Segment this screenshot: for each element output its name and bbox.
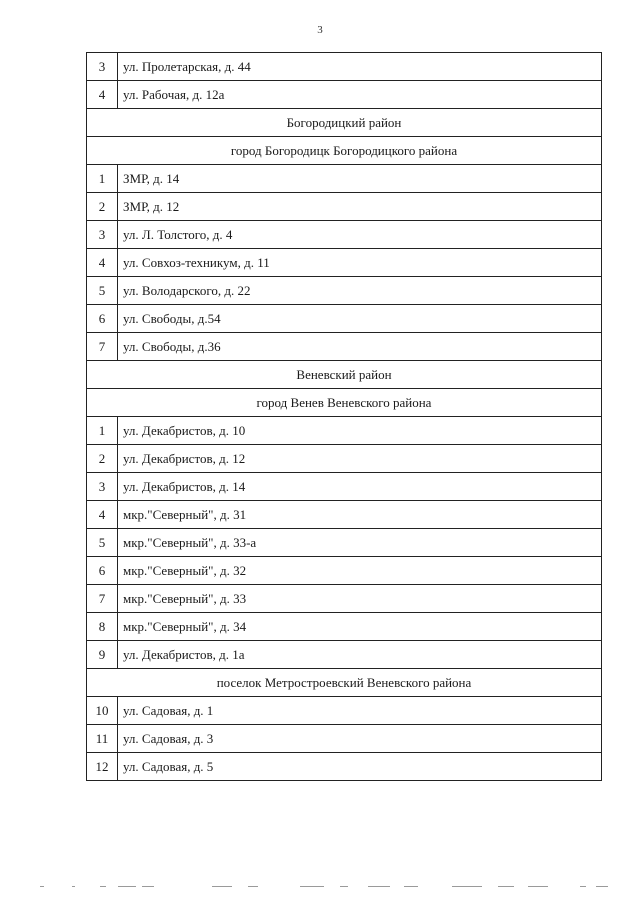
table-row (87, 473, 602, 501)
address-cell: ЗМР, д. 14 (118, 165, 602, 193)
row-number: 8 (87, 613, 118, 641)
row-number: 6 (87, 557, 118, 585)
section-header-row (87, 669, 602, 697)
table-row (87, 613, 602, 641)
row-number: 12 (87, 753, 118, 781)
address-cell: ул. Володарского, д. 22 (118, 277, 602, 305)
table-row (87, 557, 602, 585)
table-row (87, 193, 602, 221)
row-number: 7 (87, 333, 118, 361)
address-cell: ул. Садовая, д. 3 (118, 725, 602, 753)
address-cell: ул. Совхоз-техникум, д. 11 (118, 249, 602, 277)
address-cell: мкр."Северный", д. 34 (118, 613, 602, 641)
address-cell: ул. Пролетарская, д. 44 (118, 53, 602, 81)
table-row (87, 585, 602, 613)
table-row (87, 529, 602, 557)
row-number: 10 (87, 697, 118, 725)
table-row (87, 753, 602, 781)
address-cell: мкр."Северный", д. 33-а (118, 529, 602, 557)
address-cell: ул. Рабочая, д. 12а (118, 81, 602, 109)
table-row (87, 333, 602, 361)
address-cell: ул. Декабристов, д. 12 (118, 445, 602, 473)
address-cell: ул. Садовая, д. 5 (118, 753, 602, 781)
table-row (87, 81, 602, 109)
section-header-row (87, 109, 602, 137)
table-row (87, 277, 602, 305)
table-row (87, 445, 602, 473)
section-header-text: Веневский район (87, 361, 602, 389)
table-row (87, 501, 602, 529)
table-row (87, 249, 602, 277)
row-number: 3 (87, 53, 118, 81)
row-number: 1 (87, 417, 118, 445)
row-number: 4 (87, 81, 118, 109)
address-cell: ул. Свободы, д.36 (118, 333, 602, 361)
address-cell: ул. Свободы, д.54 (118, 305, 602, 333)
row-number: 4 (87, 501, 118, 529)
table-row (87, 417, 602, 445)
address-cell: мкр."Северный", д. 33 (118, 585, 602, 613)
table-row (87, 221, 602, 249)
section-header-text: город Богородицк Богородицкого района (87, 137, 602, 165)
table-row (87, 53, 602, 81)
section-header-text: город Венев Веневского района (87, 389, 602, 417)
row-number: 7 (87, 585, 118, 613)
address-cell: ЗМР, д. 12 (118, 193, 602, 221)
table-row (87, 165, 602, 193)
address-table (86, 52, 602, 781)
row-number: 6 (87, 305, 118, 333)
address-cell: ул. Л. Толстого, д. 4 (118, 221, 602, 249)
row-number: 1 (87, 165, 118, 193)
address-cell: ул. Садовая, д. 1 (118, 697, 602, 725)
address-cell: мкр."Северный", д. 31 (118, 501, 602, 529)
row-number: 5 (87, 277, 118, 305)
address-cell: ул. Декабристов, д. 1а (118, 641, 602, 669)
section-header-row (87, 389, 602, 417)
section-header-row (87, 137, 602, 165)
address-cell: ул. Декабристов, д. 14 (118, 473, 602, 501)
section-header-text: поселок Метростроевский Веневского района (87, 669, 602, 697)
table-row (87, 697, 602, 725)
row-number: 3 (87, 473, 118, 501)
address-cell: ул. Декабристов, д. 10 (118, 417, 602, 445)
row-number: 3 (87, 221, 118, 249)
table-row (87, 305, 602, 333)
page-number: 3 (317, 24, 323, 36)
address-table-container (86, 52, 602, 781)
address-table-body (87, 53, 602, 781)
row-number: 9 (87, 641, 118, 669)
scan-edge-artifact (0, 884, 640, 890)
table-row (87, 725, 602, 753)
row-number: 5 (87, 529, 118, 557)
row-number: 4 (87, 249, 118, 277)
address-cell: мкр."Северный", д. 32 (118, 557, 602, 585)
row-number: 11 (87, 725, 118, 753)
row-number: 2 (87, 445, 118, 473)
section-header-row (87, 361, 602, 389)
table-row (87, 641, 602, 669)
section-header-text: Богородицкий район (87, 109, 602, 137)
row-number: 2 (87, 193, 118, 221)
